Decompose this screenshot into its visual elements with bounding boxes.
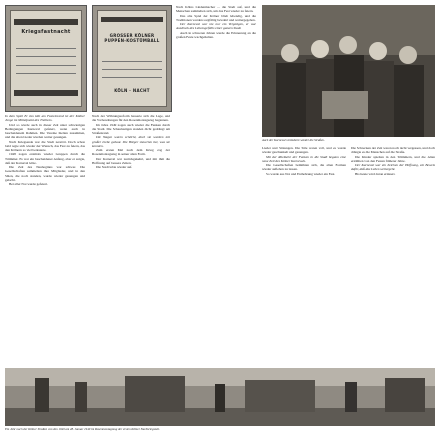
paragraph: Der Karneval war nie nur ein Vergnügen, er war Ausdruck des Lebensgefühls einer ganzen Stadt. <box>176 22 256 31</box>
paragraph: Bis heute wird daran erinnert. <box>355 171 396 176</box>
paragraph: Mit der Rückkehr der Funken in die Stadt begann eine neue Zeit des Kölner Karnevals. <box>262 154 346 163</box>
paragraph: Im Jahre 1949 zogen auch wieder die Funken durch die Stadt. Die Schaulustigen standen dicht gedrängt am Straßenrand. <box>92 122 170 135</box>
paragraph: Die Wagen waren schlicht, doch sie wurden mit großer Liebe gebaut. Die Bürger steuerten bei, was sie konnten. <box>92 135 170 148</box>
paragraph: Nach Kölns Lindenmacher ... die Stadt auf, und die Menschen sammelten sich, um das Fest wieder zu feiern. <box>176 5 256 14</box>
text-column-3 <box>176 5 256 365</box>
paragraph: Bei aller Not wurde gefeiert. <box>9 182 48 186</box>
paragraph: Das alte Spiel der Kölner blieb lebendig, und die Traditionen wurden sorgfältig bewahrt und weitergegeben. <box>176 13 256 22</box>
paragraph: Und so wurde auch in dieser Zeit unter schwierigen Bedingungen Karneval gefeiert, wenn auch in bescheidenem Rahmen. Die Vereine hielten zusammen, und die alten Lieder wurden weiter gesungen. <box>5 122 85 140</box>
paragraph: Lieder und Sitzungen. Die Säle waren voll, und es wurde wieder geschunkelt und gesungen. <box>262 146 346 155</box>
text-column-2 <box>92 114 170 364</box>
paragraph: Zum ersten Mal nach dem Krieg zog der Rosenmontagszug in seiner alten Form. <box>92 148 170 157</box>
paragraph: Die Schrecken der Zeit waren noch nicht vergessen, und doch drängte es die Menschen auf die Straße. <box>351 146 435 155</box>
text-column-4 <box>262 146 346 364</box>
parade-image <box>5 368 435 426</box>
paragraph: In dem Spiel Et Jan kütt am Fastelovend ist der Kölner Junge im Mittelpunkt des Treibens. <box>5 114 85 123</box>
paragraph: Die Zeit des Neubeginns war schwer. Die Gesellschaften sammelten ihre Mitglieder, und in den Sälen, die noch standen, wurde wieder gesungen und gelacht. <box>5 165 85 182</box>
carnival-poster-left <box>5 5 87 112</box>
paragraph: Die Kinder spielten in den Trümmern, und die Alten erzählten von den Festen früherer Jahre. <box>351 154 435 163</box>
paragraph: Nach Kriegsende war die Stadt zerstört. Doch schon bald regte sich wieder der Wunsch, das Fest zu feiern, das den Kölnern so viel bedeutete. <box>5 139 85 152</box>
paragraph: Die Gesellschaften bemühten sich, die alten Formen wieder aufleben zu lassen. <box>262 163 346 172</box>
paragraph: Der Karneval war zurückgekehrt, und mit ihm die Hoffnung auf bessere Zeiten. <box>92 156 170 165</box>
paragraph: So wurde aus Not und Entbehrung wieder ein Fest. <box>266 171 336 176</box>
text-column-1 <box>5 114 85 364</box>
bottom-caption: Ein Jahr nach der Kölner Straßen von den 1949 am 28. Januar 1949 im Rosenmontagszug der ersten Kölner Nachkriegszeit. <box>5 428 160 431</box>
photo-caption: Auch der Karneval veränderte wieder die Straßen. <box>262 138 325 142</box>
paragraph: Der Karneval war ein Zeichen der Hoffnung, ein Beweis dafür, daß das Leben weitergeht. <box>351 163 435 172</box>
parade-photo <box>5 368 435 426</box>
poster-right-title: GROSSER KÖLNER PUPPEN-KOSTÜMBALL <box>104 33 160 44</box>
paragraph: Nach der Währungsreform besserte sich die Lage, und die Vorbereitungen für den Rosenmontagszug begannen. <box>92 114 170 123</box>
paragraph: Die Stadt lebte wieder auf. <box>96 165 133 169</box>
carnival-group-photo <box>262 5 435 137</box>
poster-right-bottom: KÖLN · NACHT <box>114 87 150 93</box>
paragraph: Auch in schweren Jahren wurde die Erinnerung an die großen Feste wachgehalten. <box>176 30 256 39</box>
text-column-5 <box>351 146 435 364</box>
poster-left-title: Kriegsfastnacht <box>21 29 71 36</box>
paragraph: 1948 zogen erstmals wieder Gruppen durch die Trümmer. Es war ein bescheidener Anfang, aber er zeigte, daß der Karneval lebte. <box>5 152 85 165</box>
carnival-poster-right <box>92 5 172 112</box>
photo-image <box>262 5 435 137</box>
